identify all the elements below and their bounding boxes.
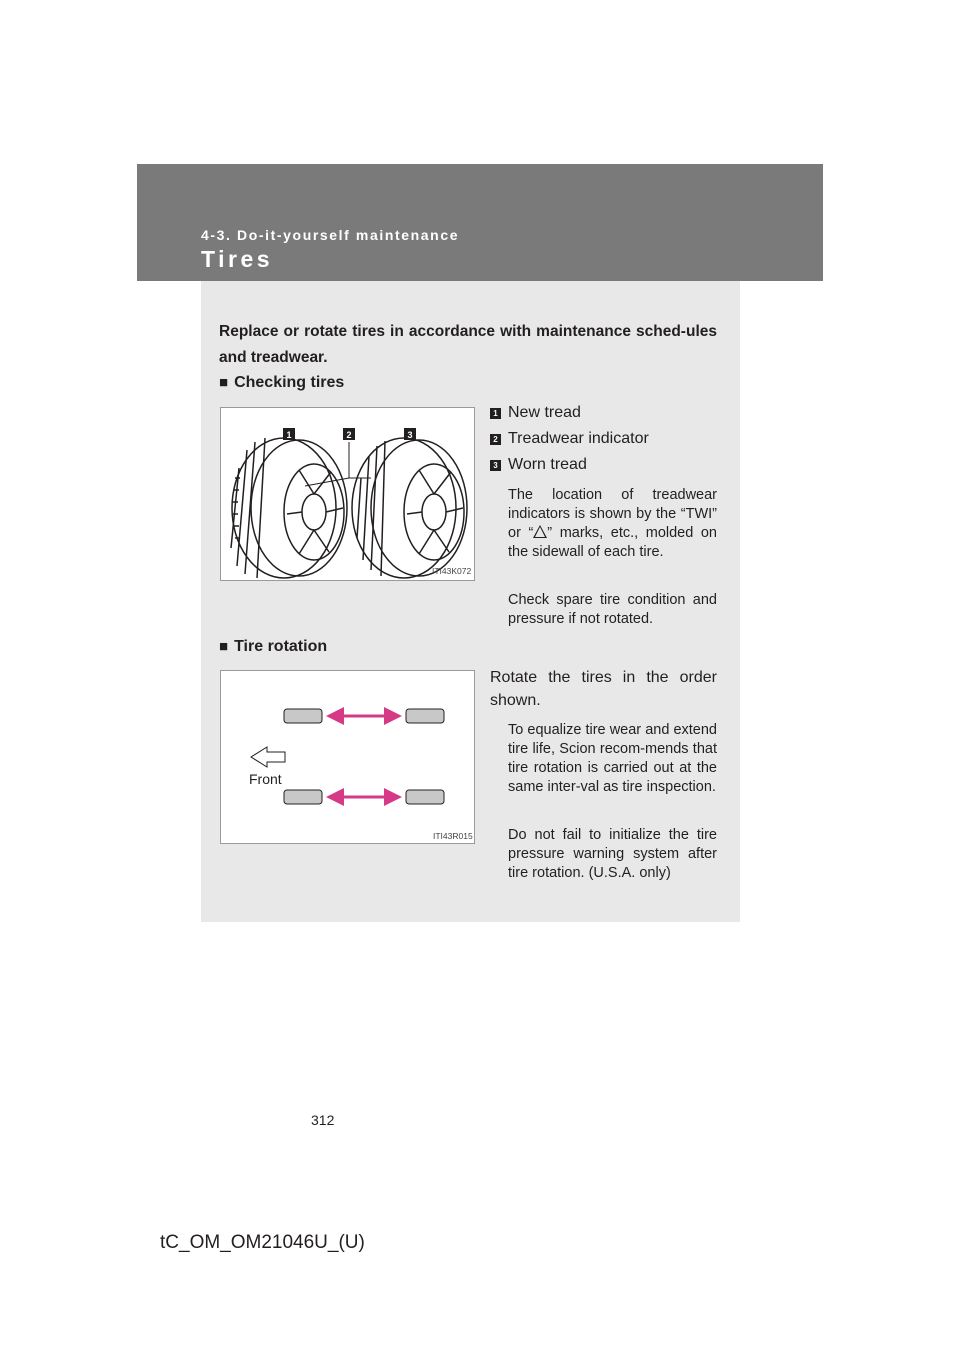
svg-text:2: 2 bbox=[346, 430, 352, 440]
tire-tread-figure bbox=[220, 407, 475, 581]
rotation-interval-note: To equalize tire wear and extend tire life, Scion recom-mends that tire rotation is carried out at the same inter-val as tire inspection. bbox=[508, 722, 717, 795]
legend-item-treadwear-indicator bbox=[490, 428, 649, 450]
rotation-instruction: Rotate the tires in the order shown. bbox=[490, 669, 717, 709]
square-bullet-icon: ■ bbox=[219, 374, 229, 391]
svg-text:3: 3 bbox=[407, 430, 413, 440]
number-1-icon: 1 bbox=[490, 408, 501, 419]
tire-rotation-figure bbox=[220, 670, 475, 844]
figure-code: ITI43K072 bbox=[432, 566, 472, 576]
legend-item-worn-tread bbox=[490, 454, 587, 476]
tire-rotation-label: Tire rotation bbox=[234, 638, 328, 655]
front-label: Front bbox=[249, 771, 282, 787]
spare-tire-note: Check spare tire condition and pressure if not rotated. bbox=[508, 592, 717, 627]
square-bullet-icon: ■ bbox=[219, 638, 229, 655]
document-id: tC_OM_OM21046U_(U) bbox=[160, 1232, 365, 1253]
number-3-icon: 3 bbox=[490, 460, 501, 471]
checking-tires-heading bbox=[219, 374, 344, 392]
section-label: 4-3. Do-it-yourself maintenance bbox=[201, 227, 460, 243]
number-2-icon: 2 bbox=[490, 434, 501, 445]
svg-text:1: 1 bbox=[286, 430, 292, 440]
page-number: 312 bbox=[311, 1112, 335, 1128]
legend-item-new-tread bbox=[490, 402, 581, 424]
legend-label: Worn tread bbox=[508, 456, 587, 473]
intro-text: Replace or rotate tires in accordance with maintenance sched-ules and treadwear. bbox=[219, 323, 717, 366]
rotation-diagram bbox=[221, 671, 474, 843]
tpws-initialize-note: Do not fail to initialize the tire pressure warning system after tire rotation. (U.S.A. only) bbox=[508, 827, 717, 881]
legend-label: Treadwear indicator bbox=[508, 430, 649, 447]
legend-label: New tread bbox=[508, 404, 581, 421]
checking-tires-label: Checking tires bbox=[234, 374, 345, 391]
front-arrow-icon bbox=[251, 747, 285, 767]
triangle-mark-icon bbox=[533, 525, 547, 538]
treadwear-location-note: The location of treadwear indicators is shown by the “TWI” or “ ” marks, etc., molded on the sidewall of each tire. bbox=[508, 487, 717, 560]
figure-code: ITI43R015 bbox=[433, 831, 473, 841]
tire-rotation-heading bbox=[219, 638, 327, 656]
page-title: Tires bbox=[201, 246, 274, 272]
tire-illustration bbox=[221, 408, 474, 580]
